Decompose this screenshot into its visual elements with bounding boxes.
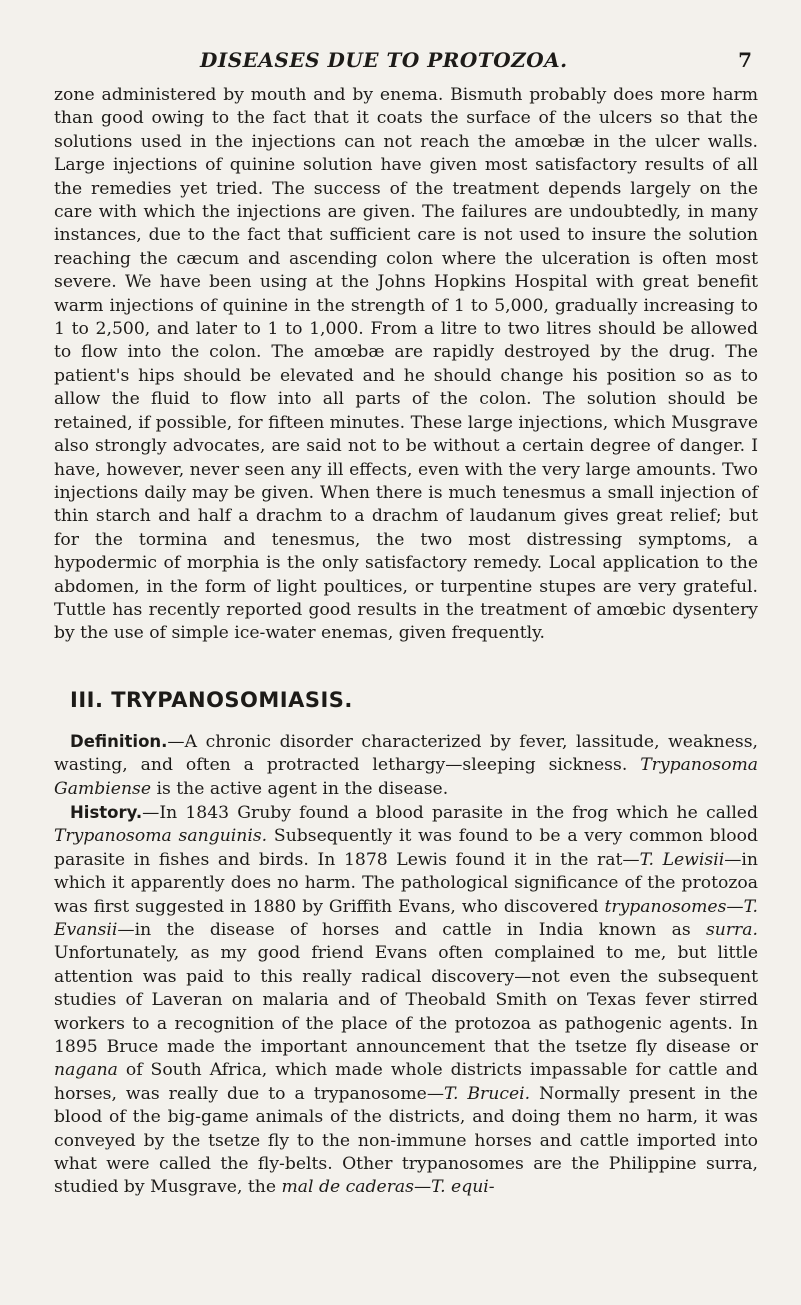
definition-paragraph xyxy=(54,730,758,801)
history-text: —in which it apparently does no harm. The pathological significance of the protozoa was first suggested in 1880 by Griffith Evans, who discovered xyxy=(54,849,758,917)
history-text: Unfortunately, as my good friend Evans often complained to me, but little attention was paid to this really radical discovery—not even the subsequent studies of Laveran on malaria and of Theobald Smith on Texas fever stirred workers to a recognition of the place of the protozoa as pathogenic agents. In 1895 Bruce made the important announcement that the tsetze fly disease or xyxy=(54,943,758,1058)
history-paragraph xyxy=(54,801,758,1200)
running-title: DISEASES DUE TO PROTOZOA. xyxy=(200,48,568,72)
history-italic: mal de caderas—T. equi- xyxy=(281,1177,495,1198)
treatment-paragraph: zone administered by mouth and by enema. Bismuth probably does more harm than good owing to the fact that it coats the surface of the ulcers so that the solutions used in the injections can not reach the amœbæ in the ulcer walls. Large injections of quinine solution have given most satisfactory results of all the remedies yet tried. The success of the treatment depends largely on the care with which the injections are given. The failures are undoubtedly, in many instances, due to the fact that sufficient care is not used to insure the solution reaching the cæcum and ascending colon where the ulceration is often most severe. We have been using at the Johns Hopkins Hospital with great benefit warm injections of quinine in the strength of 1 to 5,000, gradually increasing to 1 to 2,500, and later to 1 to 1,000. From a litre to two litres should be allowed to flow into the colon. The amœbæ are rapidly destroyed by the drug. The patient's hips should be elevated and he should change his position so as to allow the fluid to flow into all parts of the colon. The solution should be retained, if possible, for fifteen minutes. These large injections, which Musgrave also strongly advocates, are said not to be without a certain degree of danger. I have, however, never seen any ill effects, even with the very large amounts. Two injections daily may be given. When there is much tenesmus a small injection of thin starch and half a drachm to a drachm of laudanum gives great relief; but for the tormina and tenesmus, the two most distressing symptoms, a hypodermic of morphia is the only satisfactory remedy. Local application to the abdomen, in the form of light poultices, or turpentine stupes are very grateful. Tuttle has recently reported good results in the treatment of amœbic dysentery by the use of simple ice-water enemas, given frequently. xyxy=(54,85,758,644)
history-text: Normally present in the blood of the big-game animals of the districts, and doing them no harm, it was conveyed by the tsetze fly to the non-immune horses and cattle imported into what were called the fly-belts. Other trypanosomes are the Philippine surra, studied by Musgrave, the xyxy=(54,1083,758,1198)
definition-text-end: is the active agent in the disease. xyxy=(156,778,449,799)
definition-label: Definition. xyxy=(70,731,168,751)
section-heading: III. TRYPANOSOMIASIS. xyxy=(70,687,353,712)
history-text: of South Africa, which made whole districts impassable for cattle and horses, was really due to a trypanosome— xyxy=(54,1060,758,1104)
book-page xyxy=(54,48,758,1200)
page-number: 7 xyxy=(738,48,752,72)
history-italic: trypanosomes—T. Evansii xyxy=(54,896,758,940)
history-italic: T. Lewisii xyxy=(639,849,725,870)
history-text: —in the disease of horses and cattle in India known as xyxy=(117,920,691,940)
history-italic: Trypanosoma sanguinis. xyxy=(54,826,268,847)
history-text: —In 1843 Gruby found a blood parasite in the frog which he called xyxy=(142,802,758,823)
history-text: Subsequently it was found to be a very common blood parasite in fishes and birds. In 1878 Lewis found it in the rat— xyxy=(54,826,758,870)
history-italic: nagana xyxy=(54,1060,118,1081)
definition-species: Trypanosoma Gambiense xyxy=(54,755,758,799)
running-head xyxy=(54,48,758,84)
history-italic: surra. xyxy=(705,920,758,940)
history-label: History. xyxy=(70,802,143,822)
history-italic: T. Brucei. xyxy=(444,1083,531,1104)
definition-text: —A chronic disorder characterized by fever, lassitude, weakness, wasting, and often a protracted lethargy—sleeping sickness. xyxy=(54,731,758,776)
